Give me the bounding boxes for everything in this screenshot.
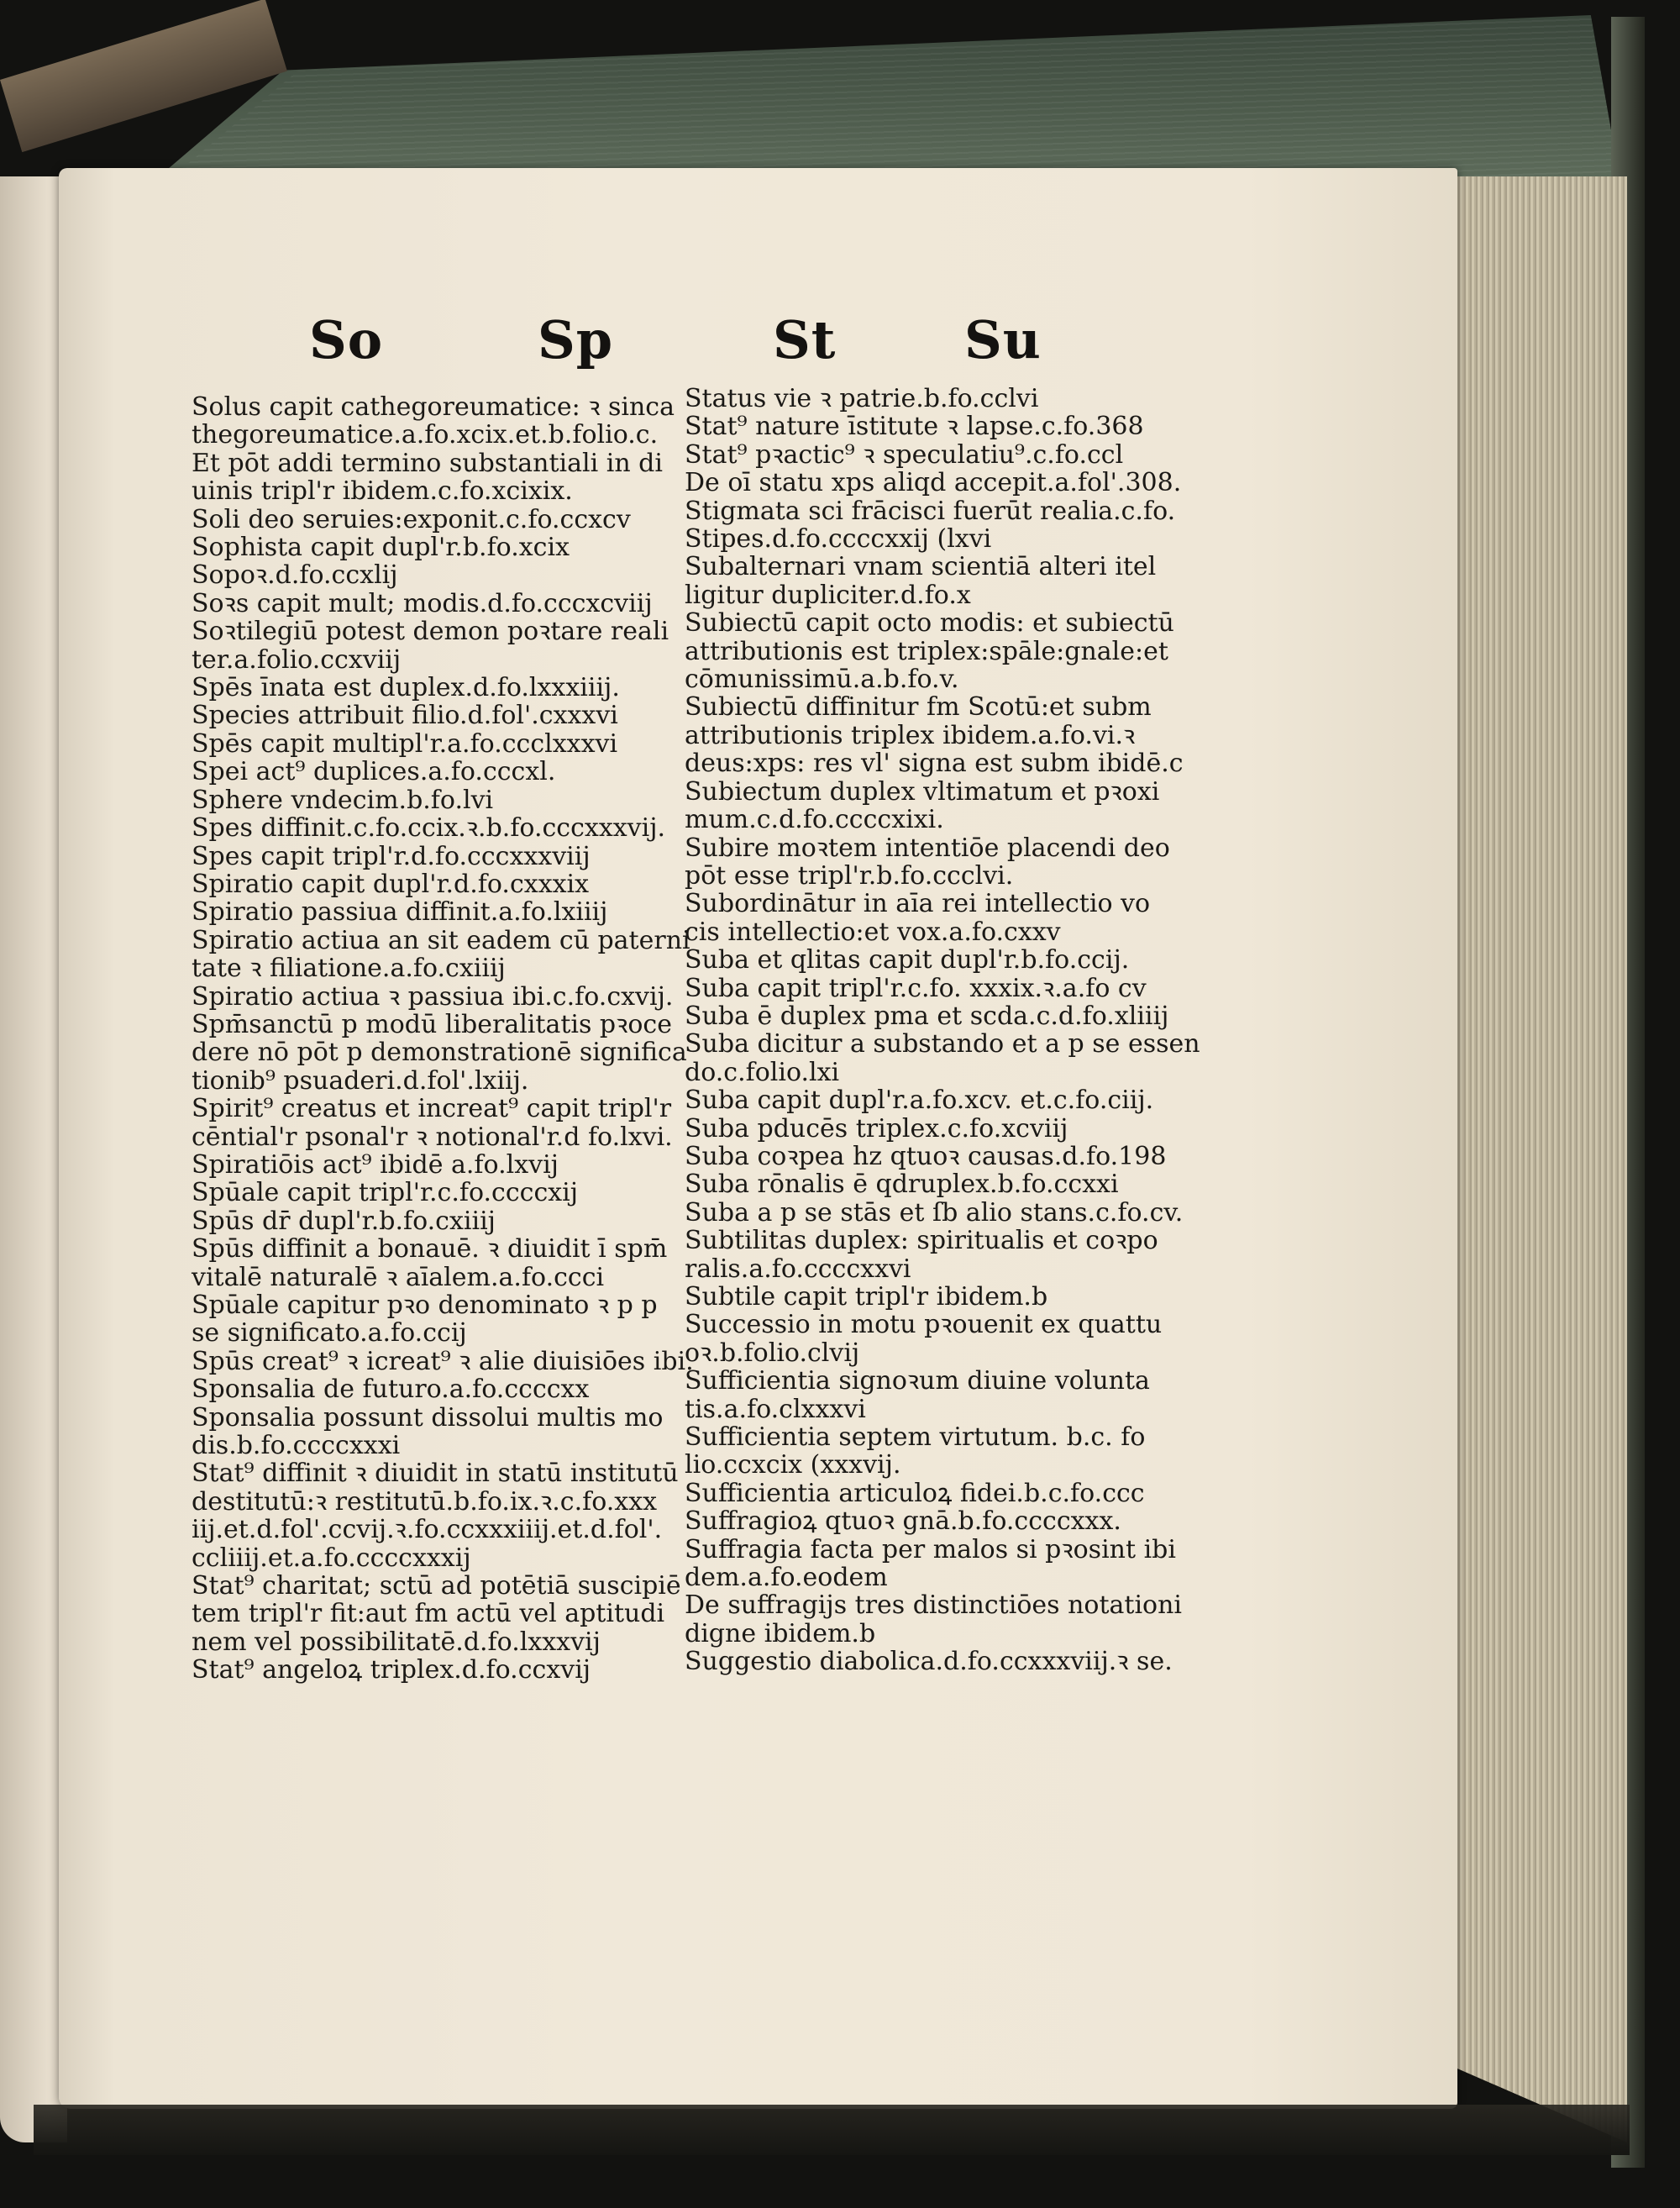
index-entry-line: Subtile capit tripl'r ibidem.b (685, 1282, 1048, 1312)
index-entry-line: Sophista capit dupl'r.b.fo.xcix (192, 533, 570, 563)
index-entry-line: tem tripl'r fit:aut fm actū vel aptitudi (192, 1599, 665, 1629)
index-entry-line: dem.a.fo.eodem (685, 1563, 888, 1593)
index-entry-line: Suba dicitur a substando et a p se essen (685, 1029, 1200, 1059)
index-entry-line: ligitur dupliciter.d.fo.x (685, 580, 971, 610)
index-entry-line: thegoreumatice.a.fo.xcix.et.b.folio.c. (192, 420, 659, 450)
index-entry-line: Soꝛs capit mult; modis.d.fo.cccxcviij (192, 588, 653, 618)
index-entry-line: Spēs capit multipl'r.a.fo.ccclxxxvi (192, 728, 618, 759)
index-entry-line: Subire moꝛtem intentiōe placendi deo (685, 833, 1170, 863)
index-entry-line: Stat⁹ pꝛactic⁹ ꝛ speculatiu⁹.c.fo.ccl (685, 439, 1124, 470)
running-head-st: St (773, 309, 837, 371)
index-entry-line: Sponsalia de futuro.a.fo.ccccxx (192, 1375, 590, 1405)
index-entry-line: ter.a.folio.ccxviij (192, 644, 402, 675)
index-entry-line: ralis.a.fo.ccccxxvi (685, 1254, 911, 1284)
index-entry-line: tate ꝛ filiatione.a.fo.cxiiij (192, 954, 506, 984)
index-entry-line: Sponsalia possunt dissolui multis mo (192, 1402, 664, 1433)
index-entry-line: Subordinātur in aīa rei intellectio vo (685, 889, 1151, 919)
index-entry-line: Stat⁹ angeloꝝ triplex.d.fo.ccxvij (192, 1655, 591, 1685)
index-entry-line: Subiectū capit octo modis: et subiectū (685, 608, 1174, 639)
index-entry-line: Stipes.d.fo.ccccxxij (lxvi (685, 524, 992, 555)
index-entry-line: Suggestio diabolica.d.fo.ccxxxviij.ꝛ se. (685, 1647, 1173, 1677)
index-entry-line: Sufficientia signoꝛum diuine volunta (685, 1366, 1150, 1396)
index-entry-line: Spūs dr̄ dupl'r.b.fo.cxiiij (192, 1206, 496, 1236)
index-entry-line: Spēs īnata est duplex.d.fo.lxxxiiij. (192, 673, 620, 703)
index-entry-line: iij.et.d.fol'.ccvij.ꝛ.fo.ccxxxiiij.et.d.fol'. (192, 1515, 663, 1545)
index-entry-line: Spūale capitur pꝛo denominato ꝛ p p (192, 1291, 658, 1320)
index-entry-line: Spes capit tripl'r.d.fo.cccxxxviij (192, 841, 591, 871)
index-entry-line: se significato.a.fo.ccij (192, 1318, 467, 1348)
index-entry-line: attributionis est triplex:spāle:gnale:et (685, 636, 1168, 666)
index-entry-line: uinis tripl'r ibidem.c.fo.xcixix. (192, 476, 573, 507)
index-entry-line: Solus capit cathegoreumatice: ꝛ sinca (192, 392, 675, 422)
index-entry-line: Spūs diffinit a bonauē. ꝛ diuidit ī spm̄ (192, 1234, 668, 1264)
index-entry-line: Spiratio actiua an sit eadem cū paterni (192, 925, 690, 955)
index-entry-line: Successio in motu pꝛouenit ex quattu (685, 1310, 1163, 1340)
index-entry-line: Spūale capit tripl'r.c.fo.ccccxij (192, 1178, 579, 1208)
index-entry-line: Suba coꝛpea hz qtuoꝛ causas.d.fo.198 (685, 1141, 1167, 1171)
index-entry-line: dis.b.fo.ccccxxxi (192, 1431, 401, 1461)
index-entry-line: De suffragijs tres distinctiōes notationi (685, 1590, 1183, 1621)
index-entry-line: mum.c.d.fo.ccccxixi. (685, 805, 944, 835)
index-entry-line: Soli deo seruies:exponit.c.fo.ccxcv (192, 504, 631, 534)
index-entry-line: digne ibidem.b (685, 1618, 876, 1648)
index-entry-line: destitutū:ꝛ restitutū.b.fo.ix.ꝛ.c.fo.xxx (192, 1486, 658, 1517)
index-entry-line: Suba capit dupl'r.a.fo.xcv. et.c.fo.ciij. (685, 1086, 1154, 1116)
index-entry-line: Et pōt addi termino substantiali in di (192, 448, 663, 478)
bottom-shadow (34, 2105, 1630, 2155)
index-entry-line: Subiectum duplex vltimatum et pꝛoxi (685, 776, 1160, 807)
index-entry-line: dere nō pōt p demonstrationē significa (192, 1038, 687, 1068)
index-entry-line: Suffragia facta per malos si pꝛosint ibi (685, 1534, 1176, 1564)
index-entry-line: ccliiij.et.a.fo.ccccxxxij (192, 1543, 471, 1573)
index-entry-line: Species attribuit filio.d.fol'.cxxxvi (192, 701, 618, 731)
index-entry-line: Suba a p se stās et ſb alio stans.c.fo.cv. (685, 1197, 1184, 1228)
index-entry-line: Stigmata sci frācisci fuerūt realia.c.fo. (685, 496, 1176, 526)
index-entry-line: lio.ccxcix (xxxvij. (685, 1450, 901, 1480)
index-entry-line: Spirit⁹ creatus et increat⁹ capit tripl'r (192, 1094, 672, 1124)
index-entry-line: Status vie ꝛ patrie.b.fo.cclvi (685, 384, 1039, 413)
book-top-edge-texture (118, 17, 1621, 185)
index-entry-line: vitalē naturalē ꝛ aīalem.a.fo.ccci (192, 1262, 605, 1292)
index-entry-line: Spūs creat⁹ ꝛ icreat⁹ ꝛ alie diuisiōes ibi. (192, 1346, 694, 1376)
index-entry-line: Suba pducēs triplex.c.fo.xcviij (685, 1113, 1068, 1143)
index-entry-line: tionib⁹ psuaderi.d.fol'.lxiij. (192, 1065, 529, 1096)
running-head-sp: Sp (538, 309, 614, 371)
index-entry-line: Suba et qlitas capit dupl'r.b.fo.ccij. (685, 945, 1130, 975)
index-entry-line: Spiratio actiua ꝛ passiua ibi.c.fo.cxvij. (192, 981, 674, 1012)
index-entry-line: Soꝛtilegiū potest demon poꝛtare reali (192, 617, 669, 647)
index-entry-line: cis intellectio:et vox.a.fo.cxxv (685, 917, 1061, 947)
index-entry-line: De oī statu xps aliqd accepit.a.fol'.308. (685, 468, 1182, 498)
index-entry-line: attributionis triplex ibidem.a.fo.vi.ꝛ (685, 720, 1136, 750)
index-entry-line: Subtilitas duplex: spiritualis et coꝛpo (685, 1226, 1158, 1256)
index-entry-line: Sufficientia articuloꝝ fidei.b.c.fo.ccc (685, 1478, 1145, 1508)
running-head-so: So (309, 309, 384, 371)
index-column-left (192, 393, 694, 1685)
index-entry-line: oꝛ.b.folio.clvij (685, 1338, 860, 1368)
index-entry-line: Sufficientia septem virtutum. b.c. fo (685, 1422, 1146, 1453)
left-page-edge (0, 176, 67, 2142)
book-fore-edge (1446, 176, 1627, 2142)
index-entry-line: Spm̄sanctū p modū liberalitatis pꝛoce (192, 1009, 672, 1039)
index-entry-line: Spiratio capit dupl'r.d.fo.cxxxix (192, 869, 590, 899)
index-entry-line: deus:xps: res vl' signa est subm ibidē.c (685, 749, 1184, 779)
index-entry-line: Stat⁹ charitat; sctū ad potētiā suscipiē (192, 1571, 681, 1601)
index-entry-line: cēntial'r psonal'r ꝛ notional'r.d fo.lxvi. (192, 1122, 673, 1152)
index-entry-line: Sphere vndecim.b.fo.lvi (192, 785, 494, 815)
index-entry-line: cōmunissimū.a.b.fo.v. (685, 665, 959, 695)
index-entry-line: Spiratiōis act⁹ ibidē a.fo.lxvij (192, 1149, 559, 1180)
index-entry-line: tis.a.fo.clxxxvi (685, 1394, 866, 1424)
index-entry-line: Suba capit tripl'r.c.fo. xxxix.ꝛ.a.fo cv (685, 973, 1147, 1003)
index-entry-line: Stat⁹ nature īstitute ꝛ lapse.c.fo.368 (685, 412, 1144, 442)
running-head-su: Su (964, 309, 1042, 371)
index-entry-line: Subalternari vnam scientiā alteri itel (685, 552, 1157, 582)
index-entry-line: Sopoꝛ.d.fo.ccxlij (192, 560, 398, 591)
index-entry-line: do.c.folio.lxi (685, 1057, 840, 1087)
index-column-right (685, 385, 1200, 1676)
index-entry-line: Stat⁹ diffinit ꝛ diuidit in statū institutū (192, 1459, 679, 1489)
index-entry-line: Spiratio passiua diffinit.a.fo.lxiiij (192, 897, 608, 928)
index-entry-line: Suffragioꝝ qtuoꝛ gnā.b.fo.ccccxxx. (685, 1506, 1121, 1537)
index-entry-line: Suba rōnalis ē qdruplex.b.fo.ccxxi (685, 1170, 1119, 1200)
index-entry-line: pōt esse tripl'r.b.fo.ccclvi. (685, 860, 1014, 891)
index-entry-line: Spei act⁹ duplices.a.fo.cccxl. (192, 757, 556, 787)
index-entry-line: Spes diffinit.c.fo.ccix.ꝛ.b.fo.cccxxxvij. (192, 813, 666, 844)
index-entry-line: Suba ē duplex pma et scda.c.d.fo.xliiij (685, 1001, 1169, 1031)
index-entry-line: nem vel possibilitatē.d.fo.lxxxvij (192, 1627, 601, 1657)
index-entry-line: Subiectū diffinitur fm Scotū:et subm (685, 692, 1152, 723)
